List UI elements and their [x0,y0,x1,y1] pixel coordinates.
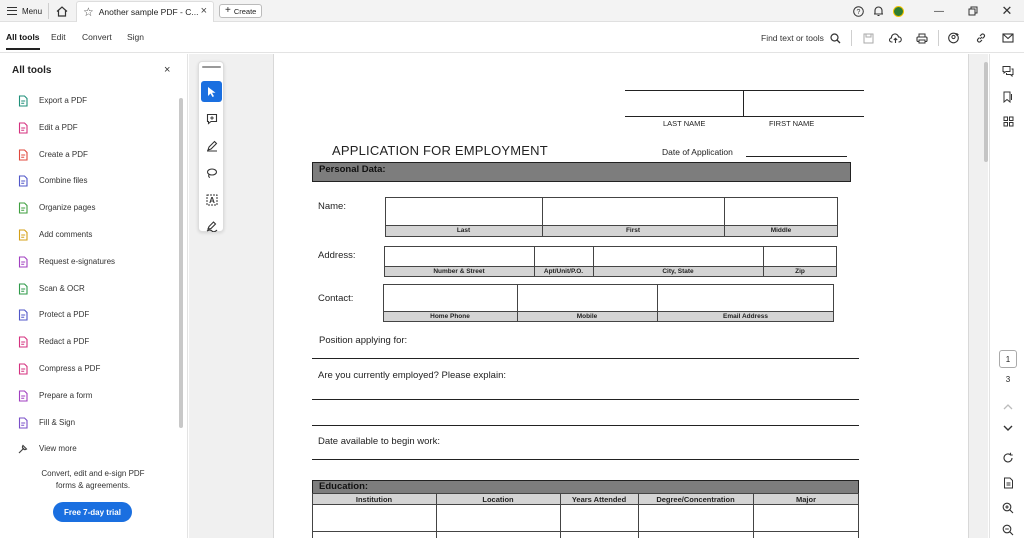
panel-title: All tools [12,65,52,76]
home-icon [56,6,68,17]
divider [938,30,939,46]
panel-scrollbar[interactable] [179,98,183,428]
middle-name-input[interactable] [725,198,837,225]
col-institution: Institution [355,495,393,504]
hamburger-icon [7,7,17,15]
bookmark-icon [1002,91,1014,103]
bookmarks-button[interactable] [1000,89,1016,105]
date-available-label: Date available to begin work: [318,436,440,447]
tool-export-pdf[interactable] [17,94,115,121]
add-user-icon [948,32,960,44]
tab-sign[interactable]: Sign [127,32,145,42]
zoom-in-button[interactable] [1000,500,1016,516]
zoom-out-button[interactable] [1000,522,1016,538]
rule [743,90,744,117]
caption-email: Email Address [723,313,768,320]
tool-prepare-form[interactable] [17,389,115,416]
drag-handle[interactable] [202,66,221,68]
close-window-button[interactable] [990,0,1024,22]
caption-first: First [625,227,641,234]
tool-label: Export a PDF [39,96,88,105]
tool-label: Organize pages [39,203,96,213]
tab-all-tools[interactable]: All tools [6,32,40,42]
personal-data-header [312,162,851,182]
caption-middle: Middle [770,227,792,234]
position-label: Position applying for: [319,335,408,346]
title-bar [0,0,1024,22]
education-cell[interactable] [639,506,753,531]
rule [625,116,864,117]
create-label: Create [233,6,257,16]
document-tab[interactable] [76,1,214,22]
comments-button[interactable] [1000,63,1016,79]
col-major: Major [795,495,816,504]
thumbnails-button[interactable] [1000,113,1016,129]
tool-request-e-signatures[interactable] [17,255,115,282]
all-tools-panel [0,54,188,538]
caption-zip: Zip [795,268,805,275]
text-box-button[interactable] [201,189,222,210]
col-location: Location [482,495,514,504]
education-header [312,480,859,494]
link-icon [975,32,987,44]
last-name-input[interactable] [386,198,542,225]
notifications-button[interactable] [868,0,888,22]
top-toolbar [0,23,1024,53]
profile-button[interactable] [888,0,908,22]
zoom-in-icon [1002,502,1014,514]
upload-button[interactable] [887,30,903,46]
cloud-upload-icon [889,33,902,44]
copy-link-button[interactable] [973,30,989,46]
save-icon [863,33,874,44]
tool-label: View more [39,444,77,454]
address-label: Address: [318,250,356,261]
section-title: Education: [319,481,369,492]
page-total: 3 [1005,375,1011,384]
zip-input[interactable] [764,247,836,266]
select-tool-button[interactable] [201,81,222,102]
combine-files-icon [17,175,29,187]
wrench-icon [17,443,29,455]
caption-mobile: Mobile [576,313,598,320]
date-of-application-field[interactable] [746,156,847,157]
caption-last: Last [456,227,471,234]
restore-button[interactable] [956,0,990,22]
tool-fill-sign[interactable] [17,416,115,443]
page-display-button[interactable] [1000,475,1016,491]
minimize-button[interactable] [922,0,956,22]
tool-label: Fill & Sign [39,417,76,427]
tools-list [17,94,115,469]
email-input[interactable] [658,285,833,311]
bell-icon [873,5,884,17]
menu-label: Menu [22,6,43,16]
grid-icon [1003,116,1014,127]
tool-edit-pdf[interactable] [17,121,115,148]
tab-edit[interactable]: Edit [51,32,66,42]
previous-page-button[interactable] [1000,399,1016,415]
protect-icon [17,309,29,321]
tool-label: Scan & OCR [39,283,85,293]
last-name-header: LAST NAME [663,119,706,128]
tool-redact-pdf[interactable] [17,335,115,362]
menu-button[interactable] [4,3,45,19]
apt-input[interactable] [535,247,593,266]
document-icon [1003,477,1014,489]
prepare-form-icon [17,390,29,402]
street-input[interactable] [385,247,534,266]
col-degree: Degree/Concentration [656,495,735,504]
date-of-application-label: Date of Application [662,147,733,157]
print-button[interactable] [914,30,930,46]
tool-label: Redact a PDF [39,337,90,347]
education-cell[interactable] [313,506,436,531]
signature-button[interactable] [201,215,222,236]
export-pdf-icon [17,95,29,107]
tool-create-pdf[interactable] [17,148,115,175]
free-trial-button[interactable]: Free 7-day trial [53,502,132,522]
cursor-icon [207,86,217,98]
chevron-up-icon [1003,404,1013,410]
promo-text [0,468,186,492]
mail-icon [1002,33,1014,43]
tab-title: Another sample PDF - C... [98,7,199,17]
document-scrollbar[interactable] [984,62,988,162]
fill-sign-icon [17,417,29,429]
promo-line-2: forms & agreements. [55,481,131,490]
find-text-button[interactable]: Find text or tools [761,33,824,43]
tool-label: Combine files [39,176,88,186]
education-cell[interactable] [561,506,638,531]
education-cell[interactable] [754,506,858,531]
share-user-button[interactable] [946,30,962,46]
comment-icon [17,229,29,241]
scan-icon [17,283,29,295]
edit-pdf-icon [17,122,29,134]
close-icon: ✕ [1001,3,1013,18]
tab-convert[interactable]: Convert [82,32,112,42]
comment-add-icon [206,113,218,125]
page-number-input[interactable]: 1 [999,350,1017,368]
restore-icon [968,6,978,16]
home-phone-input[interactable] [384,285,517,311]
tool-compress-pdf[interactable] [17,362,115,389]
contact-label: Contact: [318,293,354,304]
caption-city-state: City, State [662,268,694,275]
form-title: APPLICATION FOR EMPLOYMENT [332,143,548,158]
star-icon[interactable]: ☆ [83,5,94,19]
tool-protect-pdf[interactable] [17,308,115,335]
close-panel-icon[interactable]: × [164,64,171,76]
help-button[interactable] [848,0,868,22]
zoom-out-icon [1002,524,1014,536]
email-button[interactable] [1000,30,1016,46]
e-signature-icon [17,256,29,268]
draw-button[interactable] [201,135,222,156]
tool-organize-pages[interactable] [17,201,115,228]
first-name-header: FIRST NAME [769,119,815,128]
pen-icon [206,140,218,152]
divider [851,30,852,46]
mobile-input[interactable] [518,285,657,311]
sign-icon [206,220,218,232]
svg-text:A: A [208,195,215,205]
caption-street: Number & Street [433,268,485,275]
date-available-field[interactable] [312,459,859,460]
right-rail [989,54,1024,538]
position-field[interactable] [312,358,859,359]
search-button[interactable] [827,30,843,46]
caption-home-phone: Home Phone [430,313,470,320]
home-button[interactable] [53,3,71,19]
avatar [893,6,904,17]
name-label: Name: [318,201,346,212]
lasso-button[interactable] [201,162,222,183]
chevron-down-icon [1003,425,1013,431]
row-divider [312,531,859,532]
tool-view-more[interactable] [17,442,115,469]
tool-label: Compress a PDF [39,363,101,373]
text-box-icon [206,194,218,206]
tool-label: Edit a PDF [39,122,78,132]
rotate-button[interactable] [1000,450,1016,466]
window-controls [848,0,1024,22]
create-button[interactable] [219,4,262,18]
tool-label: Request e-signatures [39,256,116,266]
section-title: Personal Data: [319,164,386,175]
organize-pages-icon [17,202,29,214]
pdf-page [273,54,969,538]
tool-add-comments[interactable] [17,228,115,255]
caption-apt: Apt/Unit/P.O. [543,268,584,275]
city-state-input[interactable] [594,247,763,266]
document-viewer [189,54,988,538]
save-button[interactable] [860,30,876,46]
col-years-attended: Years Attended [571,495,627,504]
close-tab-icon[interactable]: × [200,5,207,17]
first-name-input[interactable] [543,198,724,225]
plus-icon: + [225,5,231,16]
tool-label: Add comments [39,229,93,239]
create-pdf-icon [17,149,29,161]
comments-icon [1002,65,1014,77]
tool-label: Prepare a form [39,390,93,400]
employed-label: Are you currently employed? Please explain: [318,370,506,381]
education-cell[interactable] [437,506,560,531]
svg-text:?: ? [856,8,860,16]
employed-field-line-2[interactable] [312,425,859,426]
search-icon [830,33,841,44]
redact-icon [17,336,29,348]
rule [625,90,864,91]
tool-scan-ocr[interactable] [17,282,115,309]
lasso-icon [206,167,218,179]
add-comment-button[interactable] [201,108,222,129]
tool-label: Protect a PDF [39,310,90,320]
printer-icon [916,33,928,44]
next-page-button[interactable] [1000,420,1016,436]
compress-icon [17,363,29,375]
tool-label: Create a PDF [39,149,88,159]
divider [48,3,49,19]
quick-tools-bar [198,61,224,232]
rotate-icon [1002,452,1014,464]
promo-line-1: Convert, edit and e-sign PDF [41,469,145,478]
tool-combine-files[interactable] [17,174,115,201]
employed-field-line-1[interactable] [312,399,859,400]
minimize-icon: — [934,5,944,17]
help-icon [853,6,864,17]
